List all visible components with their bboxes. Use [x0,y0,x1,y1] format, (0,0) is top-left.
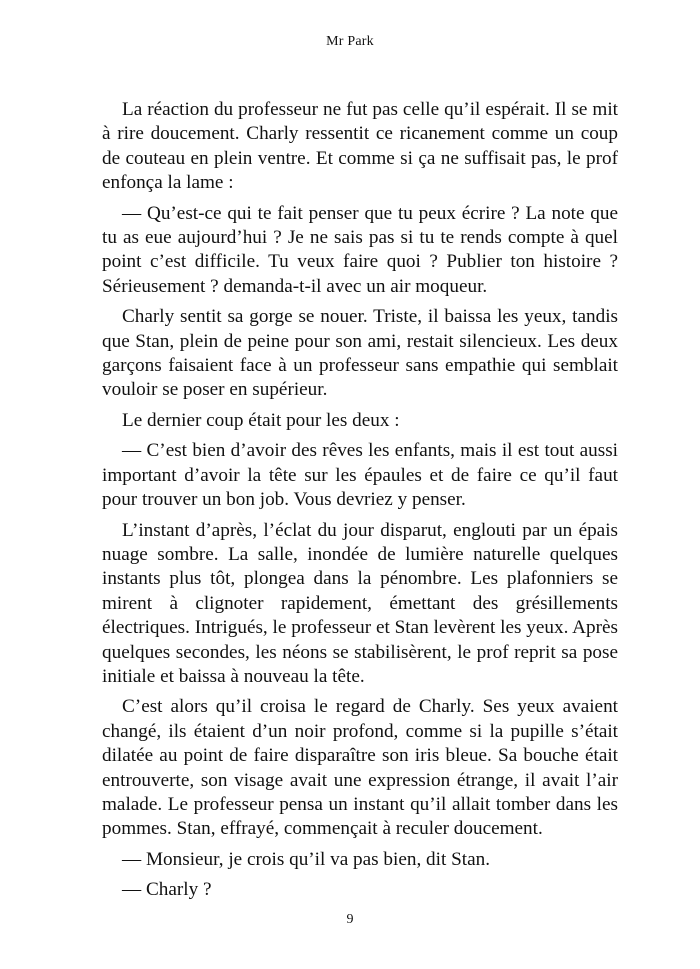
paragraph: Charly sentit sa gorge se nouer. Triste, il baissa les yeux, tandis que Stan, plein de peine pour son ami, restait silencieux. Les deux garçons faisaient face à un professeur sans empathie qui semblait vouloir se poser en supérieur. [102,306,618,401]
page-number: 9 [346,912,354,927]
paragraph: La réaction du professeur ne fut pas celle qu’il espérait. Il se mit à rire doucement. Charly ressentit ce ricanement comme un coup de couteau en plein ventre. Et comme si ça ne suffisait pas, le prof enfonça la lame : [102,99,618,194]
running-header: Mr Park [326,34,374,49]
paragraph: L’instant d’après, l’éclat du jour disparut, englouti par un épais nuage sombre. La salle, inondée de lumière naturelle quelques instants plus tôt, plongea dans la pénombre. Les plafonniers se mirent à clignoter rapidement, émettant des grésillements électriques. Intrigués, le professeur et Stan levèrent les yeux. Après quelques secondes, les néons se stabilisèrent, le prof reprit sa pose initiale et baissa à nouveau la tête. [102,519,618,687]
paragraph: — Charly ? [122,879,212,901]
paragraph: Le dernier coup était pour les deux : [122,409,400,431]
body-text [102,98,618,909]
paragraph: — Monsieur, je crois qu’il va pas bien, dit Stan. [122,848,491,870]
paragraph: — Qu’est-ce qui te fait penser que tu peux écrire ? La note que tu as eue aujourd’hui ? Je ne sais pas si tu te rends compte à quel point c’est difficile. Tu veux faire quoi ? Publier ton histoire ? Sérieusement ? demanda-t-il avec un air moqueur. [102,202,618,297]
paragraph: — C’est bien d’avoir des rêves les enfants, mais il est tout aussi important d’avoir la tête sur les épaules et de faire ce qu’il faut pour trouver un bon job. Vous devriez y penser. [102,440,618,511]
paragraph: C’est alors qu’il croisa le regard de Charly. Ses yeux avaient changé, ils étaient d’un noir profond, comme si la pupille s’était dilatée au point de faire disparaître son iris bleue. Sa bouche était entrouverte, son visage avait une expression étrange, il avait l’air malade. Le professeur pensa un instant qu’il allait tomber dans les pommes. Stan, effrayé, commençait à reculer doucement. [102,696,618,840]
